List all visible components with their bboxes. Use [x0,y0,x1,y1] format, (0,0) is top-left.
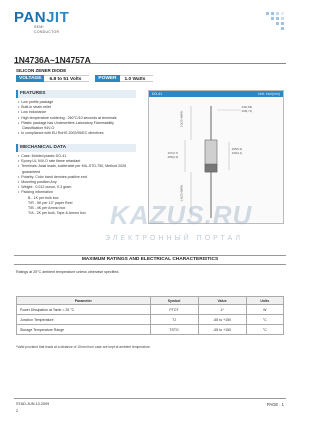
dim-label-lead-dia-min: .028(.71) [241,109,253,113]
list-item: T/B - 4K per Ammo box [28,206,66,211]
list-item: • Terminals: Axial leads, solderable per MIL-STD-750, Method 2026 [18,164,146,169]
list-item: • Built-in strain relief [18,105,146,110]
col-header-value: Value [198,297,246,305]
decorative-dots-icon [266,12,286,32]
dim-label-lead-len-top: 1.0(25.4)MIN. [179,110,184,128]
cell-parameter: Power Dissipation at Tamb = 25 °C [17,305,151,315]
list-item: • High temperature soldering : 260°C/10 seconds at terminals [18,116,146,121]
list-item: • Mounting position:Any [18,180,146,185]
cell-symbol: TJ [150,315,198,325]
table-row [17,325,284,335]
watermark-subtext: ЭЛЕКТРОННЫЙ ПОРТАЛ [105,235,243,242]
footer-divider [14,398,286,399]
diagram-header [149,91,283,97]
dim-label-body-len-min: .160(4.1) [231,151,243,155]
dim-label-body-dia-max: .107(2.7) [167,151,179,155]
list-item: • Low profile package [18,100,146,105]
ratings-footnote: *Valid provided that leads at a distance of 10mm from case are kept at ambient temperature. [16,345,151,349]
table-header-row [17,297,284,305]
voltage-badge-label: VOLTAGE [16,75,44,82]
table-row [17,305,284,315]
dim-label-lead-dia-max: .034(.86) [241,105,253,109]
power-badge-value: 1.0 Watts [120,75,154,82]
logo-wordmark: PANJIT [14,9,70,26]
logo-sub-semi: SEMI [34,25,44,29]
list-item: • Case: Molded plastic DO-41 [18,154,146,159]
list-item: • Low inductance [18,110,146,115]
list-item: T/R - 5K per 13" paper Reel [28,200,73,205]
cell-parameter: Storage Temperature Range [17,325,151,335]
logo-sub-conductor: CONDUCTOR [34,30,60,34]
cell-value: -65 to +150 [198,315,246,325]
cell-units: °C [246,315,283,325]
ratings-note: Ratings at 25°C ambient temperature unless otherwise specified. [16,270,120,274]
list-item: T/A - 2K per bulk, Tape & Ammo box [28,211,86,216]
list-item: • Epoxy:UL 94V-O rate flame retardant [18,159,146,164]
table-row [17,315,284,325]
spec-badges [16,75,153,83]
footer-page-number: PAGE . 1 [266,402,284,407]
dim-label-lead-len-bottom: 1.0(25.4)MIN. [179,184,184,202]
watermark-text: KAZUS.RU [110,200,253,230]
col-header-parameter: Parameter [17,297,151,305]
cell-value: -65 to +150 [198,325,246,335]
features-heading: FEATURES [16,90,136,98]
mechanical-heading: MECHANICAL DATA [16,144,136,152]
product-subtitle: SILICON ZENER DIODE [16,68,67,73]
list-item: • In compliance with EU RoHS 2002/95/EC directives [18,131,146,136]
part-number-title: 1N4736A~1N4757A [14,55,91,65]
diagram-package-tag: DO-41 [152,92,162,96]
power-badge-label: POWER [95,75,119,82]
ratings-table [16,296,284,335]
footer-doc-code: STAD-JUN.13.2009 [16,402,50,406]
footer-revision: 2 [16,409,19,413]
title-bar [14,50,286,64]
panjit-logo [14,10,74,36]
cell-symbol: TSTG [150,325,198,335]
list-item: guaranteed [22,169,41,174]
list-item: Classification 94V-O [22,126,55,131]
features-list [18,100,146,136]
list-item: • Plastic package has Underwriters Laboratory Flammability [18,121,146,126]
col-header-symbol: Symbol [150,297,198,305]
cell-units: °C [246,325,283,335]
list-item: B - 1K per bulk box [28,195,59,200]
list-item: • Packing information [18,190,146,195]
list-item: • Polarity: Color band denotes positive end [18,175,146,180]
cell-value: 1* [198,305,246,315]
dim-label-body-len-max: .205(5.2) [231,147,243,151]
list-item: • Weight : 0.012 ounce, 0.3 gram [18,185,146,190]
cell-parameter: Junction Temperature [17,315,151,325]
dim-label-body-dia-min: .080(2.0) [167,155,179,159]
voltage-badge-value: 6.8 to 51 Volts [44,75,89,82]
cell-units: W [246,305,283,315]
cell-symbol: PTOT [150,305,198,315]
col-header-units: Units [246,297,283,305]
diagram-unit-tag: Unit: inch(mm) [257,92,280,96]
ratings-title: MAXIMUM RATINGS AND ELECTRICAL CHARACTERISTICS [14,255,286,265]
